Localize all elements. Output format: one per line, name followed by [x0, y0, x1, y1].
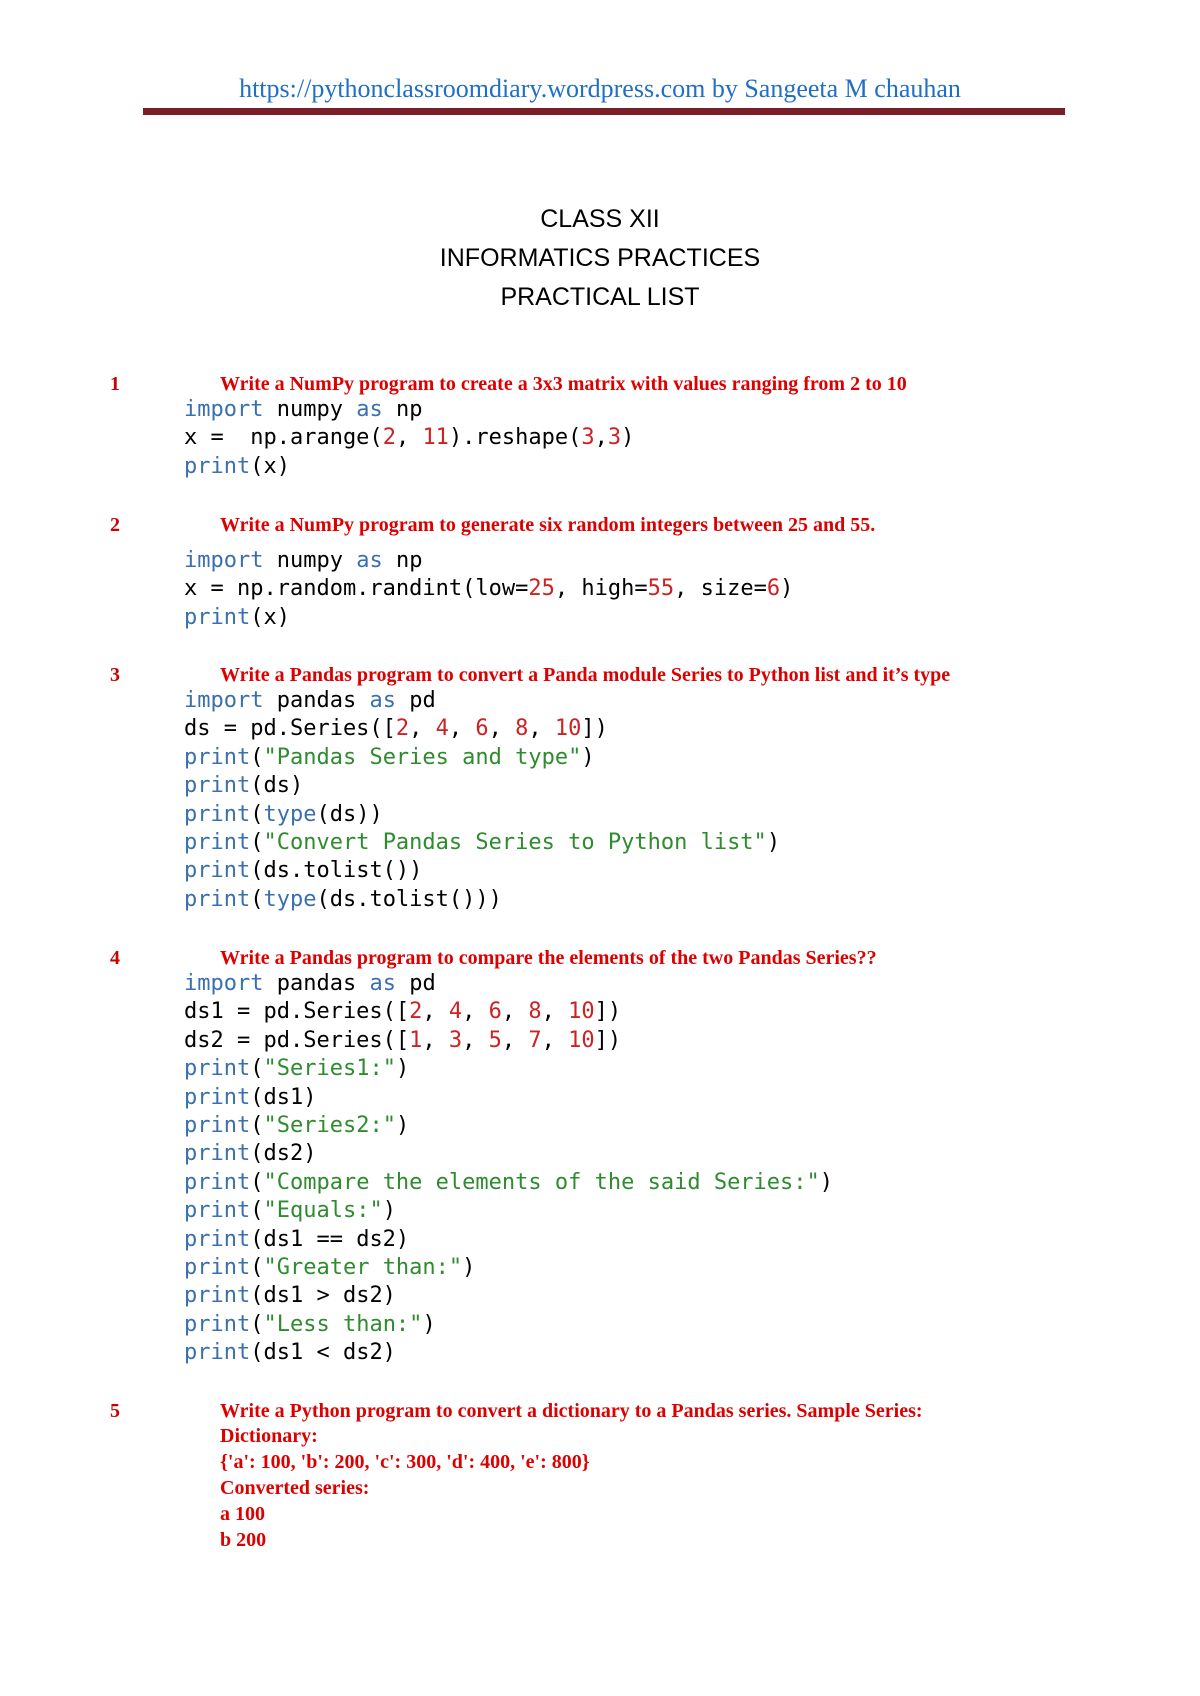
code-token: print	[184, 604, 251, 630]
code-token: (	[250, 1311, 264, 1337]
code-token: (	[250, 830, 264, 856]
code-token: print	[184, 1084, 251, 1110]
item-question: Write a NumPy program to create a 3x3 matrix with values ranging from 2 to 10	[220, 373, 907, 395]
code-token: (ds1 > ds2)	[250, 1283, 396, 1309]
item-number: 4	[110, 947, 120, 969]
code-token: print	[184, 1255, 251, 1281]
code-token: "Pandas Series and type"	[263, 744, 582, 770]
code-token: 6	[766, 576, 781, 602]
code-token: print	[184, 801, 251, 827]
code-token: print	[184, 1340, 251, 1366]
code-token: ,	[395, 425, 423, 451]
code-line	[184, 453, 634, 481]
code-token: ,	[501, 999, 529, 1025]
code-token: as	[369, 971, 396, 996]
code-line	[184, 715, 780, 743]
code-token: print	[184, 1198, 251, 1224]
code-token: print	[184, 1113, 251, 1139]
code-token: )	[621, 425, 635, 451]
code-token: "Series1:"	[263, 1056, 396, 1082]
code-token: (	[250, 1169, 264, 1195]
code-token: 2	[395, 716, 410, 742]
code-line	[184, 1226, 833, 1254]
code-line	[184, 1112, 833, 1140]
code-block	[184, 970, 833, 1368]
code-token: ])	[594, 1027, 622, 1053]
code-token: ds = pd.Series([	[184, 716, 396, 742]
item-number: 3	[110, 664, 120, 686]
code-token: )	[766, 830, 781, 856]
code-token: numpy	[263, 397, 357, 422]
code-token: 3	[581, 425, 595, 451]
code-token: print	[184, 1169, 251, 1195]
code-line	[184, 772, 780, 800]
code-token: , high=	[554, 576, 648, 602]
code-token: pd	[395, 688, 436, 713]
header-link[interactable]	[0, 72, 1200, 106]
sample-dictionary: {'a': 100, 'b': 200, 'c': 300, 'd': 400, 'e': 800}	[220, 1451, 590, 1473]
code-token: 4	[448, 999, 463, 1025]
code-token: ,	[528, 716, 555, 742]
code-token: 10	[568, 999, 595, 1025]
code-token: ds2 = pd.Series([	[184, 1027, 410, 1053]
code-token: 2	[409, 999, 423, 1025]
code-token: )	[395, 1056, 410, 1082]
code-token: as	[369, 688, 396, 713]
code-token: 10	[554, 716, 582, 742]
code-token: import	[184, 548, 264, 573]
code-token: )	[819, 1169, 834, 1195]
code-token: import	[184, 971, 264, 996]
code-token: ds1 = pd.Series([	[184, 999, 410, 1025]
code-token: "Convert Pandas Series to Python list"	[263, 830, 767, 856]
page-title	[0, 200, 1200, 317]
code-token: ])	[594, 999, 622, 1025]
code-token: (	[250, 1255, 264, 1281]
code-token: 5	[488, 1027, 502, 1053]
code-token: x = np.random.randint(low=	[184, 576, 529, 602]
code-token: (	[250, 1113, 264, 1139]
code-token: (ds)	[250, 773, 304, 799]
code-line	[184, 575, 793, 603]
title-subject: INFORMATICS PRACTICES	[439, 244, 761, 272]
code-token: 7	[528, 1027, 542, 1053]
code-token: )	[395, 1113, 410, 1139]
item-question: Write a NumPy program to generate six random integers between 25 and 55.	[220, 514, 876, 536]
code-token: x = np.arange(	[184, 425, 383, 451]
code-block	[184, 547, 793, 632]
code-token: 6	[475, 716, 489, 742]
code-token: print	[184, 1283, 251, 1309]
code-token: print	[184, 1311, 251, 1337]
code-token: ,	[422, 999, 449, 1025]
code-token: ,	[448, 716, 476, 742]
code-token: 3	[448, 1027, 463, 1053]
code-token: (x)	[250, 604, 290, 630]
code-token: )	[382, 1198, 396, 1224]
code-token: (	[250, 801, 264, 827]
code-token: print	[184, 1226, 251, 1252]
code-token: 8	[528, 999, 542, 1025]
title-list: PRACTICAL LIST	[500, 283, 700, 311]
code-token: 8	[515, 716, 529, 742]
code-token: 1	[409, 1027, 423, 1053]
code-token: type	[263, 801, 317, 827]
code-token: (	[250, 1056, 264, 1082]
code-line	[184, 801, 780, 829]
code-token: (ds1)	[250, 1084, 317, 1110]
converted-row: b 200	[220, 1529, 267, 1551]
code-token: ,	[462, 1027, 489, 1053]
code-token: , size=	[674, 576, 767, 602]
code-line	[184, 604, 793, 632]
code-token: 6	[488, 999, 502, 1025]
code-token: print	[184, 744, 251, 770]
code-token: print	[184, 453, 251, 479]
code-token: print	[184, 858, 251, 884]
code-line	[184, 1055, 833, 1083]
code-token: ,	[462, 999, 489, 1025]
code-line	[184, 886, 780, 914]
code-token: "Greater than:"	[263, 1255, 463, 1281]
code-line	[184, 687, 780, 715]
code-line	[184, 1084, 833, 1112]
code-token: (	[250, 886, 264, 912]
code-token: (ds1 < ds2)	[250, 1340, 396, 1366]
code-token: 55	[647, 576, 675, 602]
code-token: (ds))	[316, 801, 383, 827]
code-token: numpy	[263, 548, 357, 573]
code-token: 2	[382, 425, 396, 451]
code-token: ,	[409, 716, 436, 742]
header-link-text[interactable]: https://pythonclassroomdiary.wordpress.com by Sangeeta M chauhan	[239, 74, 961, 103]
code-token: np	[382, 548, 423, 573]
code-token: type	[263, 886, 317, 912]
code-token: (ds.tolist()))	[316, 886, 502, 912]
code-token: ,	[501, 1027, 529, 1053]
code-token: ,	[422, 1027, 449, 1053]
code-token: print	[184, 1141, 251, 1167]
code-block	[184, 396, 634, 481]
code-line	[184, 424, 634, 452]
code-line	[184, 1254, 833, 1282]
code-line	[184, 1027, 833, 1055]
code-token: print	[184, 830, 251, 856]
code-token: ,	[541, 1027, 569, 1053]
code-token: (x)	[250, 453, 290, 479]
code-token: "Equals:"	[263, 1198, 383, 1224]
code-token: (ds2)	[250, 1141, 317, 1167]
code-token: as	[356, 548, 383, 573]
item-number: 2	[110, 514, 120, 536]
code-token: ,	[488, 716, 516, 742]
code-line	[184, 857, 780, 885]
code-token: )	[780, 576, 794, 602]
code-line	[184, 1197, 833, 1225]
code-line	[184, 1140, 833, 1168]
code-token: print	[184, 1056, 251, 1082]
code-line	[184, 1169, 833, 1197]
item-number: 5	[110, 1400, 120, 1422]
code-token: 3	[607, 425, 622, 451]
code-token: pd	[395, 971, 436, 996]
code-token: )	[581, 744, 595, 770]
code-token: print	[184, 773, 251, 799]
code-token: 11	[422, 425, 449, 451]
converted-row: a 100	[220, 1503, 265, 1525]
code-token: as	[356, 397, 383, 422]
code-line	[184, 396, 634, 424]
code-token: ,	[594, 425, 608, 451]
code-token: )	[462, 1255, 476, 1281]
item-number: 1	[110, 373, 120, 395]
item-question: Write a Pandas program to compare the elements of the two Pandas Series??	[220, 947, 877, 969]
code-line	[184, 744, 780, 772]
code-token: 25	[528, 576, 555, 602]
code-token: )	[422, 1311, 436, 1337]
code-token: "Series2:"	[263, 1113, 396, 1139]
code-line	[184, 970, 833, 998]
code-token: ).reshape(	[448, 425, 582, 451]
code-token: ,	[541, 999, 569, 1025]
code-line	[184, 547, 793, 575]
code-token: np	[382, 397, 423, 422]
code-block	[184, 687, 780, 914]
converted-label: Converted series:	[220, 1477, 370, 1499]
code-token: (	[250, 744, 264, 770]
code-token: "Less than:"	[263, 1311, 423, 1337]
item-question: Write a Pandas program to convert a Panda module Series to Python list and it’s type	[220, 664, 951, 686]
code-token: (ds1 == ds2)	[250, 1226, 410, 1252]
code-token: print	[184, 886, 251, 912]
title-class: CLASS XII	[540, 205, 660, 233]
code-token: import	[184, 688, 264, 713]
item-question: Write a Python program to convert a dictionary to a Pandas series. Sample Series:	[220, 1400, 923, 1422]
code-token: pandas	[263, 688, 370, 713]
code-token: "Compare the elements of the said Series:"	[263, 1169, 820, 1195]
code-token: 4	[435, 716, 449, 742]
code-token: pandas	[263, 971, 370, 996]
code-line	[184, 998, 833, 1026]
code-line	[184, 1311, 833, 1339]
code-token: (	[250, 1198, 264, 1224]
code-token: (ds.tolist())	[250, 858, 423, 884]
code-token: 10	[568, 1027, 595, 1053]
code-line	[184, 1282, 833, 1310]
code-line	[184, 829, 780, 857]
header-divider	[143, 108, 1065, 115]
code-token: ])	[581, 716, 608, 742]
sample-label: Dictionary:	[220, 1425, 318, 1447]
code-line	[184, 1339, 833, 1367]
code-token: import	[184, 397, 264, 422]
